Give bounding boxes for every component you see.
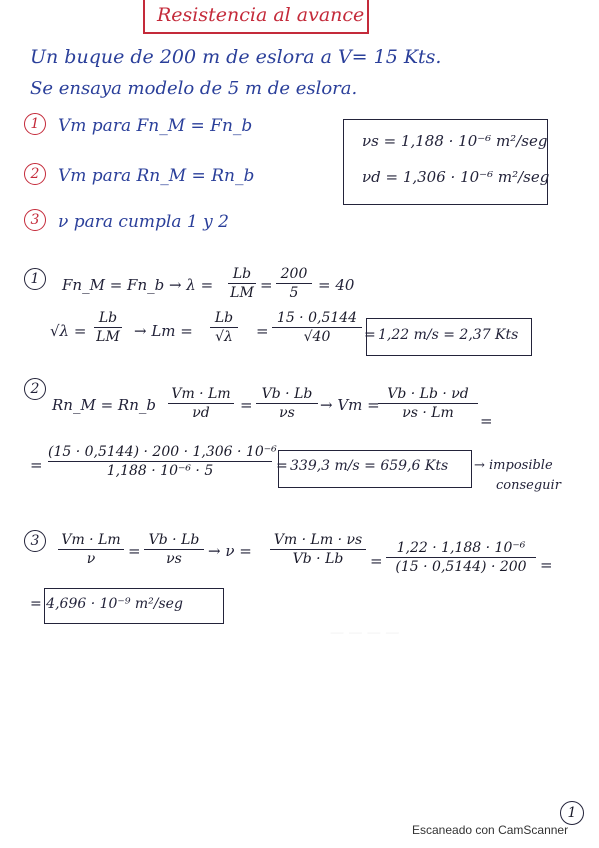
frac-num: (15 · 0,5144) · 200 · 1,306 · 10⁻⁶ xyxy=(48,444,277,460)
frac-den: 1,188 · 10⁻⁶ · 5 xyxy=(106,463,214,479)
impossible-note-2: conseguir xyxy=(496,478,561,493)
frac-num: Vm · Lm xyxy=(171,386,231,402)
result-3: = 4,696 · 10⁻⁹ m²/seg xyxy=(30,596,183,612)
statement-line-1: Un buque de 200 m de eslora a V= 15 Kts. xyxy=(30,46,442,68)
nu-b-fraction xyxy=(144,532,204,567)
ratio-num: 200 xyxy=(280,266,308,282)
bleed-through: — — — — xyxy=(330,625,400,641)
frac-den: √40 xyxy=(303,329,331,345)
frac-den: νs xyxy=(166,551,182,567)
task-2-number: 2 xyxy=(24,163,46,185)
task-2-text: Vm para Rn_M = Rn_b xyxy=(58,166,255,186)
vm-arrow: → Vm = xyxy=(320,396,380,414)
frac-num: Lb xyxy=(98,310,118,326)
frac-num: Lb xyxy=(214,310,234,326)
vm-fraction xyxy=(272,310,362,345)
frac-den: Vb · Lb xyxy=(292,551,344,567)
sol-1-number: 1 xyxy=(24,268,46,290)
frac-den: LM xyxy=(96,329,120,345)
lambda-fraction xyxy=(228,266,256,301)
scanned-page: — — — — Resistencia al avance Un buque de 200 m de eslora a V= 15 Kts. Se ensaya modelo de 5 m de eslora. 1 Vm para Fn_M = Fn_b 2 Vm para Rn_M = Rn_b 3 ν para cumpla 1 y 2 νs = 1,188 · 10⁻⁶ m²/seg νd = 1,306 · 10⁻⁶ m²/seg 1 Fn_M = Fn_b → λ = Lb LM = 200 5 = 40 √λ = Lb LM → Lm = Lb √λ = 15 · 0,5144 √40 = 1,22 m/s = 2,37 Kts 2 Rn_M = Rn_b Vm · Lm νd = Vb · Lb νs → Vm = Vb · Lb · νd νs · Lm = = (15 · 0,5144) · 200 · 1,306 · 10⁻⁶ 1,188 · 10⁻⁶ · 5 = 339,3 m/s = 659,6 Kts → imposible conseguir 3 Vm · Lm ν = Vb · Lb νs → ν = Vm · Lm · νs Vb · Lb = 1,22 · 1,188 · 10⁻⁶ (15 · 0,5144) · 200 = = 4,696 · 10⁻⁹ m²/seg 1 Escaneado con CamScanner xyxy=(0,0,599,848)
ratio-den: 5 xyxy=(289,285,299,301)
nu-formula-fraction xyxy=(270,532,366,567)
nu-s-value: νs = 1,188 · 10⁻⁶ m²/seg xyxy=(362,132,548,150)
lb-sqrt-fraction xyxy=(210,310,238,345)
task-3-text: ν para cumpla 1 y 2 xyxy=(58,212,229,232)
sol-1-eq: Fn_M = Fn_b → λ = xyxy=(62,276,214,294)
task-1-number: 1 xyxy=(24,113,46,135)
camscanner-footer: Escaneado con CamScanner xyxy=(412,823,569,837)
lambda-den: LM xyxy=(230,285,254,301)
vm-numeric-fraction xyxy=(48,444,277,479)
result-1: 1,22 m/s = 2,37 Kts xyxy=(378,327,519,343)
rn-b-fraction xyxy=(256,386,318,421)
lambda-num: Lb xyxy=(232,266,252,282)
ratio-fraction xyxy=(276,266,312,301)
frac-den: √λ xyxy=(215,329,233,345)
frac-den: νs xyxy=(279,405,295,421)
frac-den: νd xyxy=(192,405,210,421)
statement-line-2: Se ensaya modelo de 5 m de eslora. xyxy=(30,78,358,99)
frac-num: Vb · Lb xyxy=(261,386,313,402)
nu-arrow: → ν = xyxy=(208,542,252,560)
nu-d-value: νd = 1,306 · 10⁻⁶ m²/seg xyxy=(362,168,550,186)
task-1-text: Vm para Fn_M = Fn_b xyxy=(58,116,253,136)
sol-3-number: 3 xyxy=(24,530,46,552)
sol-2-eq: Rn_M = Rn_b xyxy=(52,396,156,414)
frac-den: νs · Lm xyxy=(402,405,454,421)
lb-lm-fraction xyxy=(94,310,122,345)
sqrt-lambda-label: √λ = xyxy=(50,322,87,340)
result-2: 339,3 m/s = 659,6 Kts xyxy=(290,458,449,474)
frac-num: 1,22 · 1,188 · 10⁻⁶ xyxy=(396,540,526,556)
task-3-number: 3 xyxy=(24,209,46,231)
frac-num: Vb · Lb · νd xyxy=(387,386,469,402)
frac-num: Vb · Lb xyxy=(148,532,200,548)
sol-2-number: 2 xyxy=(24,378,46,400)
frac-den: (15 · 0,5144) · 200 xyxy=(395,559,527,575)
page-number: 1 xyxy=(560,801,584,825)
lm-arrow: → Lm = xyxy=(134,322,193,340)
nu-m-fraction xyxy=(58,532,124,567)
nu-numeric-fraction xyxy=(386,540,536,575)
rn-m-fraction xyxy=(168,386,234,421)
lambda-result: = 40 xyxy=(318,276,355,294)
title-box xyxy=(143,0,369,34)
vm-formula-fraction xyxy=(378,386,478,421)
page-title: Resistencia al avance xyxy=(157,4,365,26)
frac-num: 15 · 0,5144 xyxy=(276,310,358,326)
impossible-note: → imposible xyxy=(474,458,553,473)
frac-den: ν xyxy=(86,551,96,567)
frac-num: Vm · Lm · νs xyxy=(273,532,363,548)
frac-num: Vm · Lm xyxy=(61,532,121,548)
